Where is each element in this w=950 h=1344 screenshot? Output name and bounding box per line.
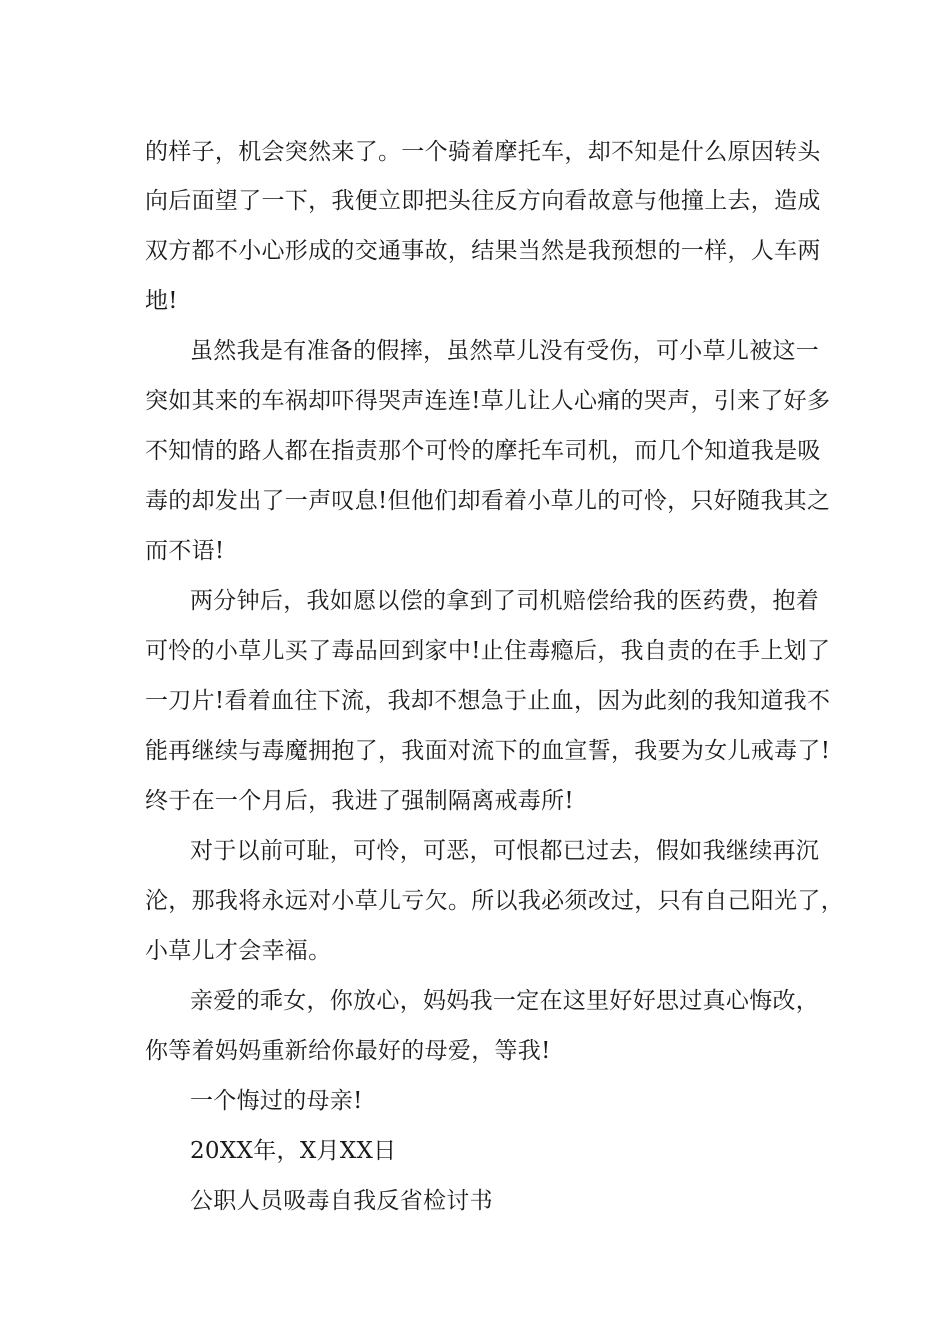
text-line: 的样子，机会突然来了。一个骑着摩托车，却不知是什么原因转头 bbox=[145, 139, 821, 165]
text-line: 可怜的小草儿买了毒品回到家中!止住毒瘾后，我自责的在手上划了 bbox=[145, 638, 831, 664]
text-line: 沦，那我将永远对小草儿亏欠。所以我必须改过，只有自己阳光了， bbox=[145, 888, 844, 914]
text-line: 一刀片!看着血往下流，我却不想急于止血，因为此刻的我知道我不 bbox=[145, 688, 831, 714]
paragraph-first-line: 亲爱的乖女，你放心，妈妈我一定在这里好好思过真心悔改， bbox=[190, 988, 820, 1014]
section-title: 公职人员吸毒自我反省检讨书 bbox=[190, 1188, 493, 1214]
text-line: 能再继续与毒魔拥抱了，我面对流下的血宣誓，我要为女儿戒毒了! bbox=[145, 738, 831, 764]
text-line: 向后面望了一下，我便立即把头往反方向看故意与他撞上去，造成 bbox=[145, 188, 821, 214]
signature-line: 一个悔过的母亲! bbox=[190, 1088, 363, 1114]
paragraph-first-line: 虽然我是有准备的假摔，虽然草儿没有受伤，可小草儿被这一 bbox=[190, 338, 820, 364]
text-line: 而不语! bbox=[145, 538, 225, 564]
text-line: 你等着妈妈重新给你最好的母爱，等我! bbox=[145, 1038, 551, 1064]
text-line: 突如其来的车祸却吓得哭声连连!草儿让人心痛的哭声，引来了好多 bbox=[145, 388, 831, 414]
paragraph-first-line: 对于以前可耻，可怜，可恶，可恨都已过去，假如我继续再沉 bbox=[190, 838, 820, 864]
text-line: 不知情的路人都在指责那个可怜的摩托车司机，而几个知道我是吸 bbox=[145, 438, 821, 464]
date-line: 20XX年，X月XX日 bbox=[190, 1138, 397, 1164]
paragraph-first-line: 两分钟后，我如愿以偿的拿到了司机赔偿给我的医药费，抱着 bbox=[190, 588, 820, 614]
text-line: 小草儿才会幸福。 bbox=[145, 938, 332, 964]
text-line: 双方都不小心形成的交通事故，结果当然是我预想的一样，人车两 bbox=[145, 238, 821, 264]
text-line: 终于在一个月后，我进了强制隔离戒毒所! bbox=[145, 788, 574, 814]
text-line: 地! bbox=[145, 288, 178, 314]
text-line: 毒的却发出了一声叹息!但他们却看着小草儿的可怜，只好随我其之 bbox=[145, 488, 831, 514]
